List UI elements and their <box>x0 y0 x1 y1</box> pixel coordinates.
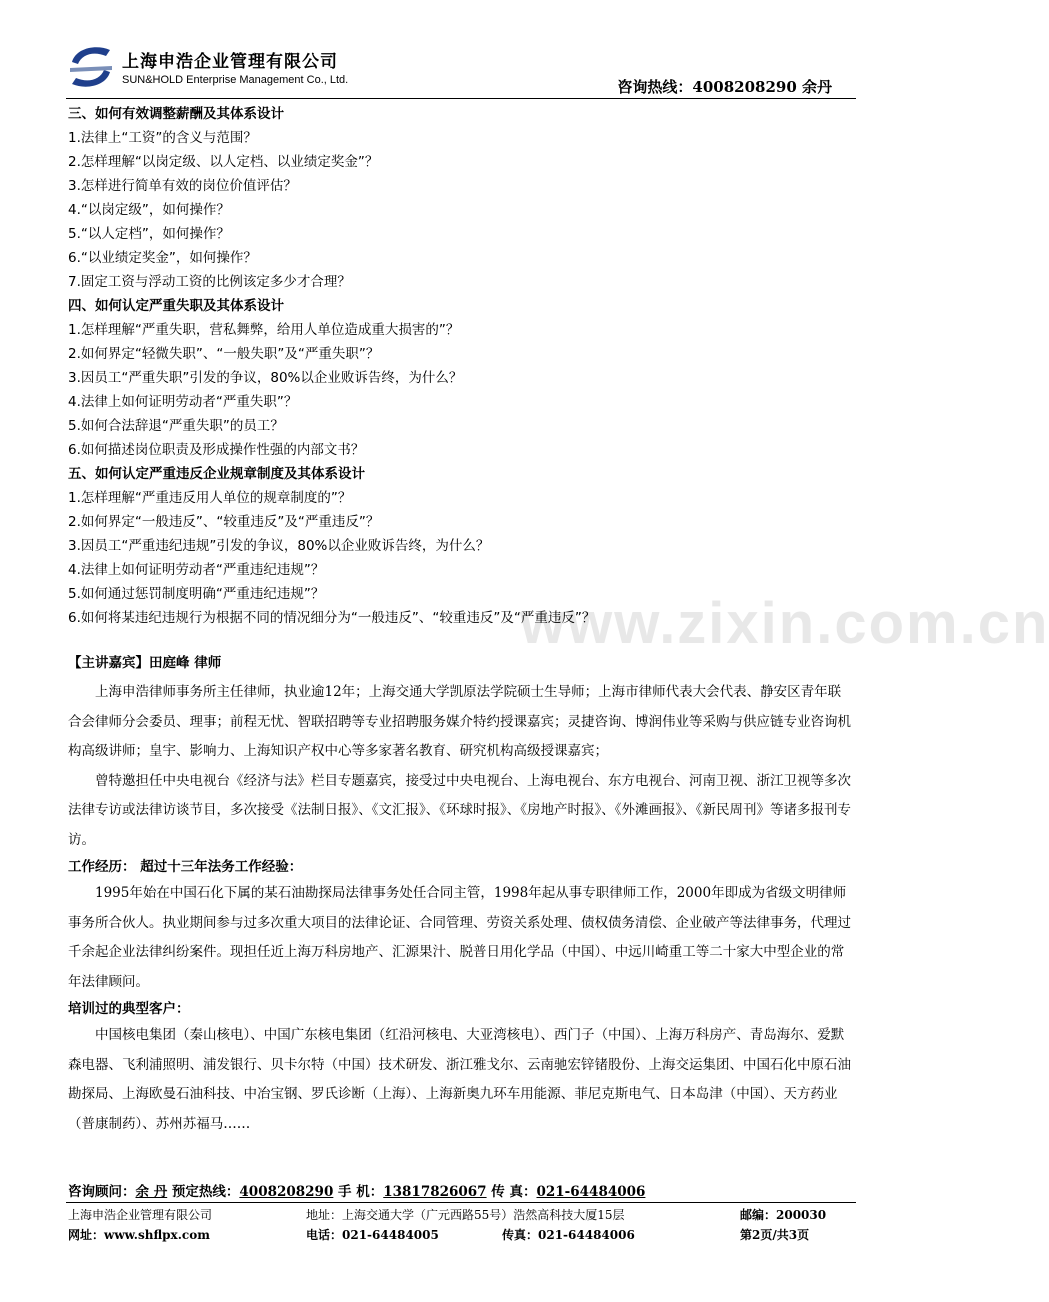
booking-number: 4008208290 <box>239 1184 334 1200</box>
page-header <box>66 38 856 98</box>
list-item: 2.如何界定“轻微失职”、“一般失职”及“严重失职”？ <box>68 346 380 362</box>
speaker-paragraph: 曾特邀担任中央电视台《经济与法》栏目专题嘉宾，接受过中央电视台、上海电视台、东方电视台、河南卫视、浙江卫视等多次法律专访或法律访谈节目，多次接受《法制日报》、《文汇报》、《环球时报》、《房地产时报》、《外滩画报》、《新民周刊》等诸多报刊专访。 <box>68 772 851 848</box>
experience-section <box>68 855 854 997</box>
list-item: 4.“以岗定级”，如何操作？ <box>68 202 230 218</box>
hotline-text: 咨询热线：4008208290 余丹 <box>617 78 832 96</box>
consultant-name: 余 丹 <box>135 1184 168 1200</box>
footer-phone: 电话：021-64484005 <box>306 1228 439 1242</box>
list-item: 2.如何界定“一般违反”、“较重违反”及“严重违反”？ <box>68 514 380 530</box>
speaker-heading: 【主讲嘉宾】田庭峰 律师 <box>68 655 222 671</box>
page-footer <box>68 1206 854 1246</box>
list-item: 6.“以业绩定奖金”，如何操作？ <box>68 250 257 266</box>
section-5 <box>68 462 854 630</box>
footer-address: 地址：上海交通大学（广元西路55号）浩然高科技大厦15层 <box>306 1208 625 1222</box>
header-divider <box>66 98 856 99</box>
section-4 <box>68 294 854 462</box>
section-heading: 五、如何认定严重违反企业规章制度及其体系设计 <box>68 466 365 482</box>
spacer <box>68 630 854 648</box>
fax-label: 传 真： <box>491 1184 537 1200</box>
clients-paragraph: 中国核电集团（秦山核电）、中国广东核电集团（红沿河核电、大亚湾核电）、西门子（中国）、上海万科房产、青岛海尔、爱默森电器、飞利浦照明、浦发银行、贝卡尔特（中国）技术研发、浙江雅戈尔、云南驰宏锌锗股份、上海交运集团、中国石化中原石油勘探局、上海欧曼石油科技、中冶宝钢、罗氏诊断（上海）、上海新奥九环车用能源、菲尼克斯电气、日本岛津（中国）、天方药业（普康制药）、苏州苏福马…… <box>68 1027 851 1132</box>
company-name-cn: 上海申浩企业管理有限公司 <box>122 52 338 72</box>
clients-heading: 培训过的典型客户： <box>68 1001 190 1017</box>
mobile-label: 手 机： <box>338 1184 384 1200</box>
booking-label: 预定热线： <box>171 1184 240 1200</box>
footer-website[interactable]: 网址：www.shflpx.com <box>68 1228 210 1242</box>
experience-heading: 工作经历： 超过十三年法务工作经验： <box>68 859 303 875</box>
section-heading: 四、如何认定严重失职及其体系设计 <box>68 298 284 314</box>
list-item: 5.“以人定档”，如何操作？ <box>68 226 230 242</box>
list-item: 7.固定工资与浮动工资的比例该定多少才合理？ <box>68 274 351 290</box>
clients-section <box>68 997 854 1139</box>
mobile-number: 13817826067 <box>383 1184 487 1200</box>
company-name-en: SUN&HOLD Enterprise Management Co., Ltd. <box>122 74 349 86</box>
footer-company: 上海申浩企业管理有限公司 <box>68 1208 213 1222</box>
consultant-label: 咨询顾问： <box>68 1184 136 1200</box>
footer-divider <box>66 1202 856 1203</box>
section-heading: 三、如何有效调整薪酬及其体系设计 <box>68 106 284 122</box>
speaker-paragraph: 上海申浩律师事务所主任律师，执业逾12年；上海交通大学凯原法学院硕士生导师；上海市律师代表大会代表、静安区青年联合会律师分会委员、理事；前程无忧、智联招聘等专业招聘服务媒介特约授课嘉宾；灵捷咨询、博润伟业等采购与供应链专业咨询机构高级讲师；皇宇、影响力、上海知识产权中心等多家著名教育、研究机构高级授课嘉宾； <box>68 684 851 759</box>
list-item: 6.如何将某违纪违规行为根据不同的情况细分为“一般违反”、“较重违反”及“严重违反”？ <box>68 610 596 626</box>
list-item: 5.如何合法辞退“严重失职”的员工？ <box>68 418 284 434</box>
list-item: 2.怎样理解“以岗定级、以人定档、以业绩定奖金”？ <box>68 154 379 170</box>
list-item: 1.怎样理解“严重失职，营私舞弊，给用人单位造成重大损害的”？ <box>68 322 460 338</box>
footer-fax: 传真：021-64484006 <box>502 1228 635 1242</box>
document-body <box>68 102 854 1139</box>
list-item: 3.因员工“严重失职”引发的争议，80%以企业败诉告终，为什么？ <box>68 370 463 386</box>
list-item: 5.如何通过惩罚制度明确“严重违纪违规”？ <box>68 586 325 602</box>
list-item: 4.法律上如何证明劳动者“严重违纪违规”？ <box>68 562 325 578</box>
contact-line <box>68 1180 854 1200</box>
list-item: 3.怎样进行简单有效的岗位价值评估？ <box>68 178 297 194</box>
list-item: 1.法律上“工资”的含义与范围？ <box>68 130 257 146</box>
company-logo-icon <box>66 42 116 92</box>
footer-postcode: 邮编：200030 <box>740 1208 827 1222</box>
list-item: 4.法律上如何证明劳动者“严重失职”？ <box>68 394 298 410</box>
list-item: 3.因员工“严重违纪违规”引发的争议，80%以企业败诉告终，为什么？ <box>68 538 490 554</box>
experience-paragraph: 1995年始在中国石化下属的某石油勘探局法律事务处任合同主管，1998年起从事专职律师工作，2000年即成为省级文明律师事务所合伙人。执业期间参与过多次重大项目的法律论证、合同管理、劳资关系处理、债权债务清偿、企业破产等法律事务，代理过千余起企业法律纠纷案件。现担任近上海万科房地产、汇源果汁、脱普日用化学品（中国）、中远川崎重工等二十家大中型企业的常年法律顾问。 <box>68 885 851 990</box>
fax-number: 021-64484006 <box>536 1184 646 1200</box>
watermark: www.zixin.com.cn <box>520 591 1049 656</box>
list-item: 1.怎样理解“严重违反用人单位的规章制度的”？ <box>68 490 352 506</box>
footer-page-number: 第2页/共3页 <box>740 1228 810 1242</box>
speaker-section <box>68 648 854 855</box>
section-3 <box>68 102 854 294</box>
list-item: 6.如何描述岗位职责及形成操作性强的内部文书？ <box>68 442 365 458</box>
